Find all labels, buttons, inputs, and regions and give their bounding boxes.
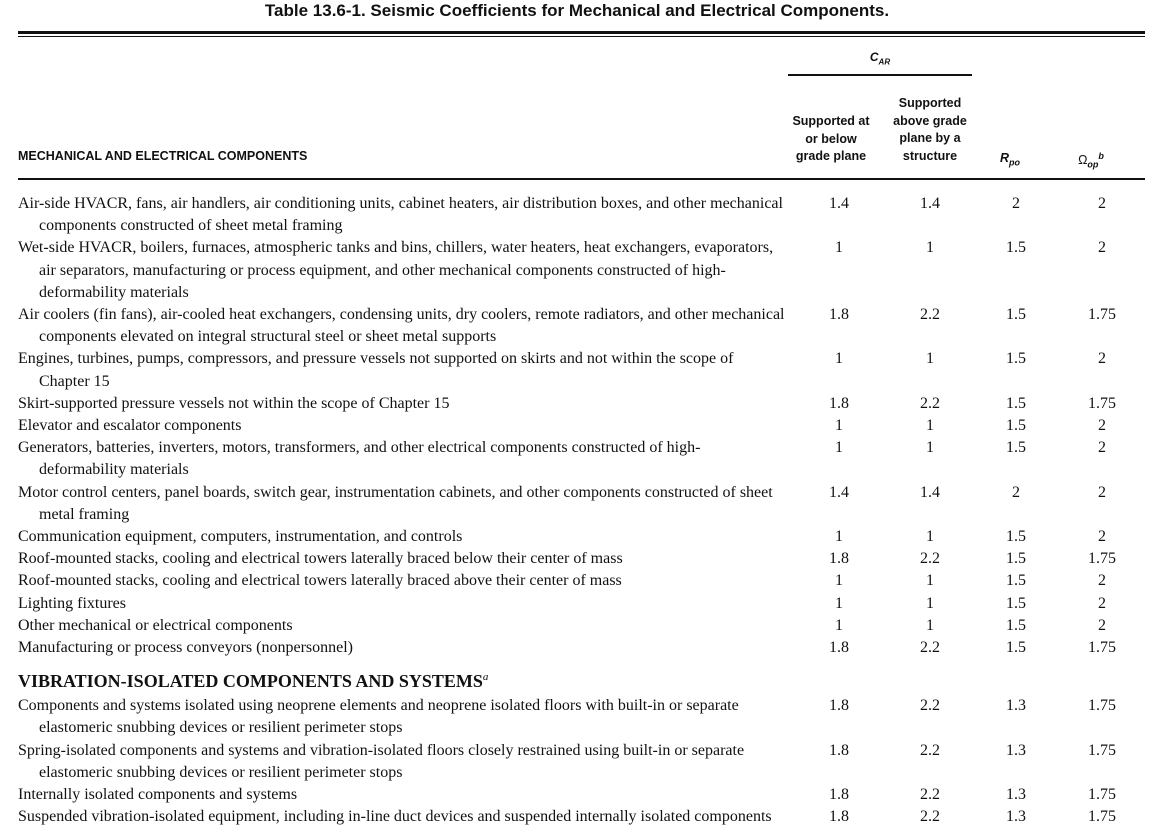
row-value-c4: 2 (1098, 195, 1106, 212)
row-value-c3: 1.5 (1006, 616, 1026, 634)
top-rule-thin (18, 36, 1145, 37)
row-description: Air-side HVACR, fans, air handlers, air conditioning units, cabinet heaters, air distribution boxes, and other mechanical components constructed of sheet metal framing (18, 195, 783, 235)
row-value-c1: 1.4 (829, 483, 849, 501)
row-value-c3: 1.5 (1006, 439, 1026, 457)
row-description: Components and systems isolated using neoprene elements and neoprene isolated floors with built-in or separate elastomeric snubbing devices or resilient perimeter stops (18, 697, 739, 737)
row-value-c4: 1.75 (1088, 741, 1116, 759)
row-value-c1: 1 (835, 417, 843, 435)
row-value-c2: 1 (926, 439, 934, 457)
row-value-c1: 1.8 (829, 550, 849, 568)
header-components: MECHANICAL AND ELECTRICAL COMPONENTS (18, 149, 308, 163)
row-value-c4: 2 (1098, 528, 1106, 546)
row-value-c3: 1.5 (1006, 528, 1026, 546)
row-description: Internally isolated components and systems (18, 786, 298, 804)
section-vibration-isolated (18, 665, 1145, 693)
row-value-c3: 1.5 (1006, 394, 1026, 412)
row-value-c4: 2 (1098, 239, 1106, 257)
row-value-c3: 1.5 (1006, 550, 1026, 568)
row-description: Lighting fixtures (18, 594, 126, 612)
table-row (18, 806, 1145, 828)
row-value-c2: 2.2 (920, 741, 940, 759)
row-value-c1: 1 (835, 439, 843, 457)
table-row (18, 304, 1145, 348)
row-value-c3: 2 (1012, 195, 1020, 212)
row-description: Spring-isolated components and systems and vibration-isolated floors closely restrained using built-in or separate elastomeric snubbing devices or resilient perimeter stops (18, 741, 745, 781)
row-value-c3: 1.3 (1006, 786, 1026, 804)
row-value-c1: 1.8 (829, 741, 849, 759)
row-description: Engines, turbines, pumps, compressors, and pressure vessels not supported on skirts and not within the scope of Chapter 15 (18, 350, 734, 390)
row-value-c3: 1.3 (1006, 808, 1026, 826)
table-row (18, 637, 1145, 659)
table-row (18, 784, 1145, 806)
row-description: Generators, batteries, inverters, motors, transformers, and other electrical components constructed of high-deformability materials (18, 439, 701, 479)
table-row (18, 526, 1145, 548)
row-value-c2: 2.2 (920, 550, 940, 568)
row-value-c3: 1.5 (1006, 417, 1026, 435)
row-value-c4: 2 (1098, 483, 1106, 501)
row-value-c4: 1.75 (1088, 639, 1116, 657)
row-value-c3: 2 (1012, 483, 1020, 501)
row-value-c1: 1 (835, 528, 843, 546)
row-value-c1: 1 (835, 350, 843, 368)
row-value-c2: 1 (926, 572, 934, 590)
row-description: Other mechanical or electrical components (18, 616, 293, 634)
row-value-c1: 1.8 (829, 697, 849, 715)
row-value-c2: 1 (926, 239, 934, 257)
row-value-c1: 1.8 (829, 306, 849, 324)
row-description: Air coolers (fin fans), air-cooled heat exchangers, condensing units, dry coolers, remote radiators, and other mechanical components elevated on integral structural steel or sheet metal supports (18, 306, 785, 346)
row-value-c2: 2.2 (920, 786, 940, 804)
row-value-c4: 2 (1098, 417, 1106, 435)
row-description: Suspended vibration-isolated equipment, including in-line duct devices and suspended internally isolated components (18, 808, 772, 826)
row-value-c2: 1 (926, 616, 934, 634)
row-value-c4: 2 (1098, 439, 1106, 457)
section-title: VIBRATION-ISOLATED COMPONENTS AND SYSTEMS (18, 671, 483, 692)
table-row (18, 237, 1145, 304)
table-row (18, 482, 1145, 526)
car-group-header: $C_{AR}$ (869, 50, 891, 67)
header-omega-op: $\Omega_{op}^b$ (1078, 151, 1104, 170)
table-body (18, 193, 1145, 828)
row-value-c2: 1 (926, 528, 934, 546)
row-value-c1: 1.8 (829, 394, 849, 412)
table-row (18, 695, 1145, 739)
row-value-c3: 1.5 (1006, 639, 1026, 657)
table-row (18, 548, 1145, 570)
row-value-c4: 2 (1098, 572, 1106, 590)
row-value-c2: 1 (926, 417, 934, 435)
table-row (18, 393, 1145, 415)
row-description: Motor control centers, panel boards, switch gear, instrumentation cabinets, and other components constructed of sheet metal framing (18, 483, 773, 523)
row-value-c1: 1 (835, 594, 843, 612)
row-value-c3: 1.3 (1006, 697, 1026, 715)
row-value-c1: 1 (835, 616, 843, 634)
car-group-rule (788, 74, 972, 76)
row-value-c2: 2.2 (920, 808, 940, 826)
row-value-c4: 2 (1098, 594, 1106, 612)
row-value-c2: 2.2 (920, 394, 940, 412)
table-row (18, 593, 1145, 615)
header-above-grade: Supported above grade plane by a structure (893, 96, 967, 163)
table-row (18, 193, 1145, 237)
row-value-c1: 1 (835, 239, 843, 257)
header-rpo: $R_{po}$ (999, 151, 1021, 168)
section-footnote-marker: a (482, 671, 489, 684)
row-value-c2: 1 (926, 350, 934, 368)
row-value-c2: 2.2 (920, 639, 940, 657)
row-value-c4: 2 (1098, 616, 1106, 634)
table-row (18, 740, 1145, 784)
row-value-c3: 1.5 (1006, 239, 1026, 257)
top-rule-thick (18, 31, 1145, 34)
row-description: Roof-mounted stacks, cooling and electrical towers laterally braced above their center of mass (18, 572, 622, 590)
row-value-c2: 1.4 (920, 195, 940, 212)
header-bottom-rule (18, 178, 1145, 180)
table-title: Table 13.6-1. Seismic Coefficients for Mechanical and Electrical Components. (264, 1, 890, 20)
row-value-c2: 1.4 (920, 483, 940, 501)
row-description: Roof-mounted stacks, cooling and electrical towers laterally braced below their center of mass (18, 550, 623, 568)
row-value-c2: 1 (926, 594, 934, 612)
row-value-c4: 1.75 (1088, 786, 1116, 804)
row-value-c3: 1.5 (1006, 594, 1026, 612)
row-value-c3: 1.5 (1006, 306, 1026, 324)
row-value-c1: 1.8 (829, 786, 849, 804)
table-row (18, 437, 1145, 481)
row-value-c4: 1.75 (1088, 306, 1116, 324)
row-value-c3: 1.5 (1006, 572, 1026, 590)
row-value-c4: 1.75 (1088, 697, 1116, 715)
row-description: Communication equipment, computers, instrumentation, and controls (18, 528, 463, 546)
row-description: Wet-side HVACR, boilers, furnaces, atmospheric tanks and bins, chillers, water heaters, heat exchangers, evaporators, air separators, manufacturing or process equipment, and other mechanical components constructed of high-deformability materials (18, 239, 774, 301)
row-value-c2: 2.2 (920, 697, 940, 715)
row-value-c4: 1.75 (1088, 550, 1116, 568)
table-row (18, 570, 1145, 592)
row-description: Skirt-supported pressure vessels not within the scope of Chapter 15 (18, 394, 450, 412)
table-row (18, 415, 1145, 437)
row-value-c4: 1.75 (1088, 808, 1116, 826)
row-value-c1: 1.4 (829, 195, 849, 212)
header-at-or-below-grade: Supported at or below grade plane (792, 114, 870, 163)
row-description: Manufacturing or process conveyors (nonpersonnel) (18, 639, 354, 657)
row-value-c4: 2 (1098, 350, 1106, 368)
row-value-c1: 1.8 (829, 639, 849, 657)
row-value-c1: 1.8 (829, 808, 849, 826)
row-description: Elevator and escalator components (18, 417, 242, 435)
row-value-c1: 1 (835, 572, 843, 590)
row-value-c2: 2.2 (920, 306, 940, 324)
row-value-c3: 1.3 (1006, 741, 1026, 759)
table-row (18, 615, 1145, 637)
row-value-c3: 1.5 (1006, 350, 1026, 368)
table-row (18, 348, 1145, 392)
row-value-c4: 1.75 (1088, 394, 1116, 412)
